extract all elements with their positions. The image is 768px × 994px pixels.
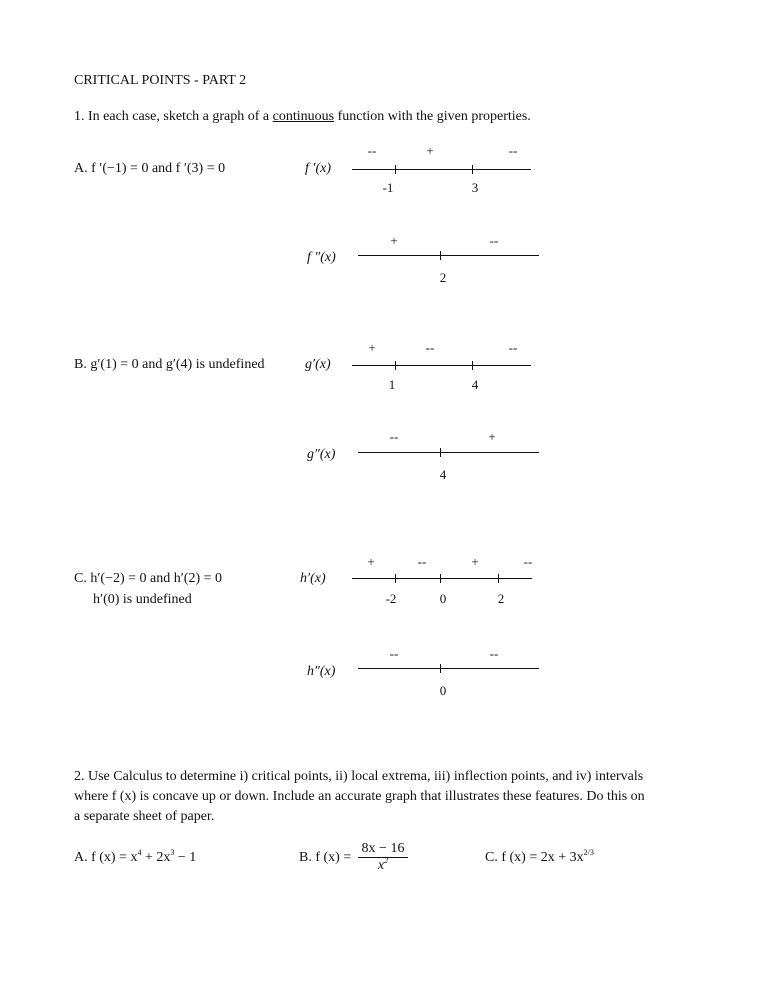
q2a-exponent-2: 3 [170, 848, 175, 857]
q1c-hpp-tick-1 [440, 664, 441, 673]
q1c-hp-tick-1 [395, 574, 396, 583]
q2b-numerator: 8x − 16 [361, 841, 405, 856]
q1c-condition-line-2: h′(0) is undefined [93, 592, 192, 607]
q2-prompt-line-1: 2. Use Calculus to determine i) critical points, ii) local extrema, iii) inflection points, and iv) intervals [74, 769, 644, 784]
q1c-hpp-sign-1: -- [389, 646, 399, 661]
q1a-fp-tick-label-2: 3 [471, 180, 479, 195]
q2c-function [485, 850, 594, 866]
q2b-denominator [358, 858, 408, 874]
q1-prompt [74, 109, 531, 125]
q1c-hp-tick-label-1: -2 [385, 591, 397, 606]
q1a-fp-tick-1 [395, 165, 396, 174]
q1a-second-derivative-label: f ″(x) [307, 250, 336, 265]
q2b-prefix: B. f (x) = [299, 850, 352, 865]
q1c-hpp-number-line [358, 668, 539, 669]
q1a-fpp-sign-2: -- [489, 233, 499, 248]
q1-prompt-underlined: continuous [272, 109, 335, 124]
q2a-prefix: A. f (x) = x [74, 850, 138, 865]
q1b-gpp-tick-label-1: 4 [439, 467, 447, 482]
q1b-gpp-number-line [358, 452, 539, 453]
q1b-second-derivative-label: g″(x) [307, 447, 336, 462]
q1a-fp-number-line [352, 169, 531, 170]
q1c-condition-line-1: C. h′(−2) = 0 and h′(2) = 0 [74, 571, 223, 586]
q1c-hp-number-line [352, 578, 532, 579]
q1c-hp-sign-2: -- [417, 554, 427, 569]
q1a-condition: A. f ′(−1) = 0 and f ′(3) = 0 [74, 161, 226, 176]
q1b-gp-tick-label-2: 4 [471, 377, 479, 392]
q1c-hpp-sign-2: -- [489, 646, 499, 661]
q1c-hp-tick-label-3: 2 [497, 591, 505, 606]
q2a-middle: + 2x [141, 850, 171, 865]
q2c-exponent: 2/3 [583, 848, 594, 857]
q1a-fp-sign-1: -- [367, 143, 377, 158]
q1b-gp-tick-1 [395, 361, 396, 370]
q1a-first-derivative-label: f ′(x) [305, 161, 331, 176]
q1a-fpp-tick-label-1: 2 [439, 270, 447, 285]
q1a-fp-sign-2: + [426, 143, 434, 158]
q2b-fraction [358, 841, 408, 874]
q1b-gp-tick-label-1: 1 [388, 377, 396, 392]
q1b-first-derivative-label: g′(x) [305, 357, 331, 372]
q1b-gp-sign-3: -- [508, 340, 518, 355]
q2a-exponent-1: 4 [137, 848, 142, 857]
q1c-hp-tick-2 [440, 574, 441, 583]
q1a-fpp-sign-1: + [390, 233, 398, 248]
q1c-hp-tick-3 [498, 574, 499, 583]
q1a-fp-sign-3: -- [508, 143, 518, 158]
q1c-hp-tick-label-2: 0 [439, 591, 447, 606]
q1b-gpp-tick-1 [440, 448, 441, 457]
q1c-hp-sign-4: -- [523, 554, 533, 569]
q1-prompt-end: function with the given properties. [334, 109, 531, 124]
q1c-hp-sign-3: + [471, 554, 479, 569]
q2b-denominator-exponent: 2 [384, 856, 389, 865]
q1c-second-derivative-label: h″(x) [307, 664, 336, 679]
page-title: CRITICAL POINTS - PART 2 [74, 73, 247, 88]
q1a-fpp-number-line [358, 255, 539, 256]
q2a-function [74, 850, 196, 866]
q1-prompt-start: 1. In each case, sketch a graph of a [74, 109, 273, 124]
q1a-fp-tick-2 [472, 165, 473, 174]
q2b-denominator-base: x [377, 858, 385, 873]
q1b-condition: B. g′(1) = 0 and g′(4) is undefined [74, 357, 265, 372]
q1c-hpp-tick-label-1: 0 [439, 683, 447, 698]
q1a-fp-tick-label-1: -1 [382, 180, 394, 195]
q1c-hp-sign-1: + [367, 554, 375, 569]
q1b-gpp-sign-1: -- [389, 429, 399, 444]
q1b-gp-sign-1: + [368, 340, 376, 355]
q1c-first-derivative-label: h′(x) [300, 571, 326, 586]
q1b-gp-sign-2: -- [425, 340, 435, 355]
q1a-fpp-tick-1 [440, 251, 441, 260]
q1b-gp-number-line [352, 365, 531, 366]
q2a-suffix: − 1 [174, 850, 197, 865]
q2c-prefix: C. f (x) = 2x + 3x [485, 850, 584, 865]
q1b-gp-tick-2 [472, 361, 473, 370]
q2-prompt-line-2: where f (x) is concave up or down. Include an accurate graph that illustrates these features. Do this on [74, 789, 645, 804]
q1b-gpp-sign-2: + [488, 429, 496, 444]
q2-prompt-line-3: a separate sheet of paper. [74, 809, 215, 824]
